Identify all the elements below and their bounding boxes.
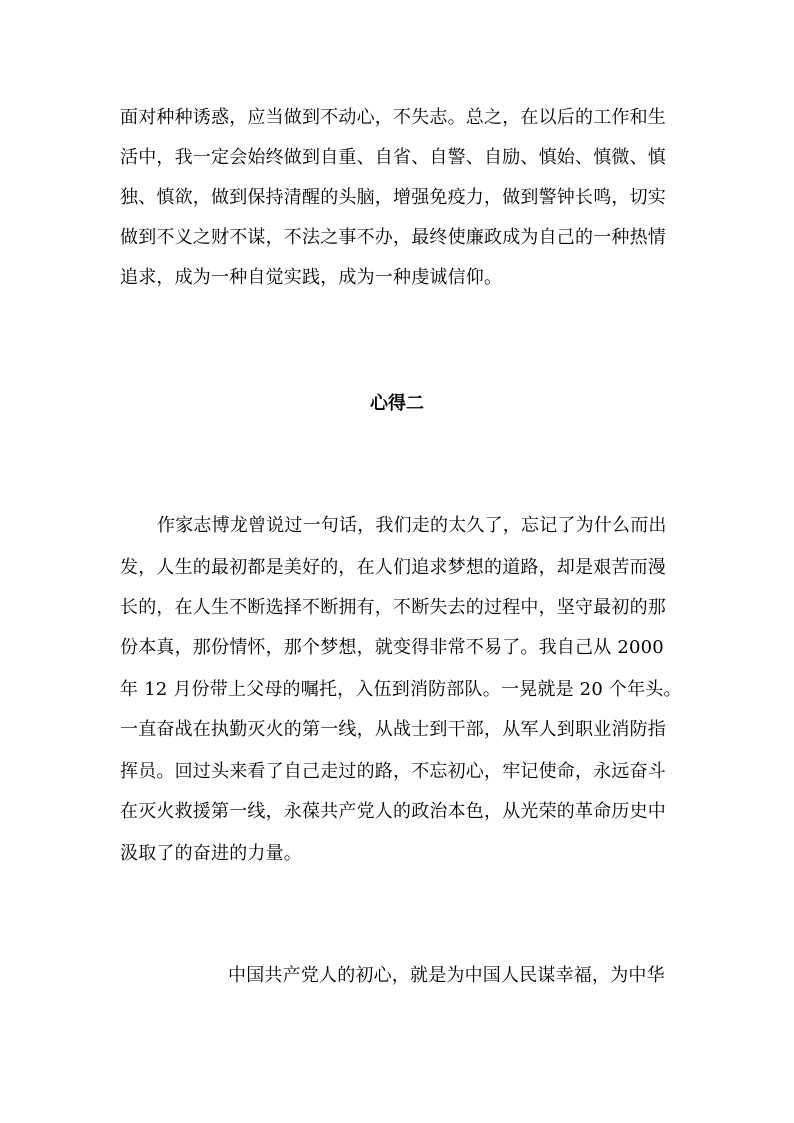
paragraph-2-line-3: 长的，在人生不断选择不断拥有，不断失去的过程中，坚守最初的那	[120, 597, 666, 618]
paragraph-2-line-1: 作家志博龙曾说过一句话，我们走的太久了，忘记了为什么而出	[157, 515, 667, 536]
paragraph-1-line-4: 做到不义之财不谋，不法之事不办，最终使廉政成为自己的一种热情	[120, 227, 666, 248]
paragraph-2-line-6: 一直奋战在执勤灭火的第一线，从战士到干部，从军人到职业消防指	[120, 719, 666, 740]
paragraph-1-line-5: 追求，成为一种自觉实践，成为一种虔诚信仰。	[120, 267, 503, 288]
paragraph-1-line-2: 活中，我一定会始终做到自重、自省、自警、自励、慎始、慎微、慎	[120, 147, 666, 168]
paragraph-1-line-1: 面对种种诱惑，应当做到不动心，不失志。总之，在以后的工作和生	[120, 107, 666, 128]
paragraph-2-line-8: 在灭火救援第一线，永葆共产党人的政治本色，从光荣的革命历史中	[120, 801, 666, 822]
paragraph-2-line-4: 份本真，那份情怀，那个梦想，就变得非常不易了。我自己从 2000	[120, 637, 664, 658]
paragraph-2-line-5: 年 12 月份带上父母的嘱托，入伍到消防部队。一晃就是 20 个年头。	[120, 679, 682, 700]
section-heading: 心得二	[370, 393, 424, 414]
paragraph-2-line-7: 挥员。回过头来看了自己走过的路，不忘初心，牢记使命，永远奋斗	[120, 761, 666, 782]
paragraph-2-line-9: 汲取了的奋进的力量。	[120, 843, 302, 864]
paragraph-1-line-3: 独、慎欲，做到保持清醒的头脑，增强免疫力，做到警钟长鸣，切实	[120, 187, 666, 208]
paragraph-3-line-1: 中国共产党人的初心，就是为中国人民谋幸福，为中华	[228, 965, 665, 986]
paragraph-2-line-2: 发，人生的最初都是美好的，在人们追求梦想的道路，却是艰苦而漫	[120, 557, 666, 578]
